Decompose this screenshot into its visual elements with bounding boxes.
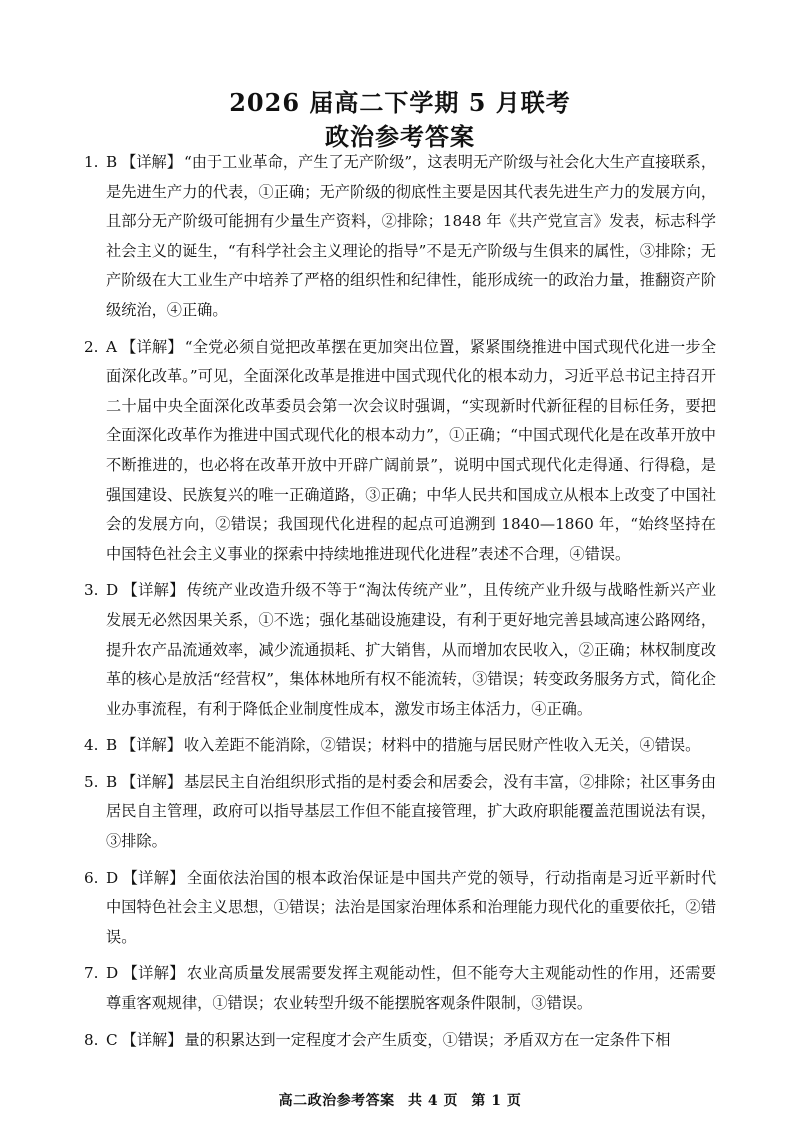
detail-tag: 【详解】: [121, 1030, 183, 1049]
exam-title: 2026 届高二下学期 5 月联考: [229, 88, 571, 117]
question-number: 8.: [84, 1030, 99, 1049]
detail-tag: 【详解】: [121, 153, 182, 171]
question-number: 2.: [84, 337, 99, 356]
answer-explanation: 传统产业改造升级不等于“淘汰传统产业”，且传统产业升级与战略性新兴产业发展无必然因果关系，①不选；强化基础设施建设，有利于更好地完善县域高速公路网络，提升农产品流通效率，减少流通损耗、扩大销售，从而增加农民收入，②正确；林权制度改革的核心是放活“经营权”，集体林地所有权不能流转，③错误；转变政务服务方式，简化企业办事流程，有利于降低企业制度性成本，激发市场主体活力，④正确。: [106, 581, 717, 718]
detail-tag: 【详解】: [121, 772, 182, 791]
question-number: 7.: [84, 964, 99, 983]
detail-tag: 【详解】: [120, 337, 183, 356]
answer-list: [84, 148, 716, 1062]
answer-item: [84, 148, 716, 326]
answer-letter: C: [106, 1030, 118, 1049]
detail-tag: 【详解】: [122, 964, 185, 983]
answer-explanation: 收入差距不能消除，②错误；材料中的措施与居民财产性收入无关，④错误。: [183, 736, 701, 755]
answer-letter: D: [106, 868, 119, 887]
answer-letter: B: [106, 736, 118, 755]
answer-letter: D: [106, 581, 119, 600]
answer-explanation: 农业高质量发展需要发挥主观能动性，但不能夸大主观能动性的作用，还需要尊重客观规律，①错误；农业转型升级不能摆脱客观条件限制，③错误。: [106, 964, 717, 1013]
answer-item: [84, 959, 716, 1018]
answer-item: [84, 864, 716, 953]
answer-item: [84, 576, 716, 724]
question-number: 4.: [84, 736, 99, 755]
title-block: [0, 86, 800, 154]
detail-tag: 【详解】: [121, 736, 182, 755]
detail-tag: 【详解】: [122, 581, 185, 600]
page-footer: [0, 1090, 800, 1110]
answer-letter: B: [106, 153, 118, 171]
answer-item: [84, 731, 716, 761]
answer-explanation: “由于工业革命，产生了无产阶级”，这表明无产阶级与社会化大生产直接联系，是先进生产力的代表，①正确；无产阶级的彻底性主要是因其代表先进生产力的发展方向，且部分无产阶级可能拥有少量生产资料，②排除；1848 年《共产党宣言》发表，标志科学社会主义的诞生，“有科学社会主义理论的指导”不是无产阶级与生俱来的属性，③排除；无产阶级在大工业生产中培养了严格的组织性和纪律性，能形成统一的政治力量，推翻资产阶级统治，④正确。: [106, 153, 717, 319]
answer-letter: B: [106, 772, 118, 791]
answer-item: [84, 768, 716, 857]
answer-explanation: 基层民主自治组织形式指的是村委会和居委会，没有丰富，②排除；社区事务由居民自主管理，政府可以指导基层工作但不能直接管理，扩大政府职能覆盖范围说法有误，③排除。: [106, 772, 717, 851]
footer-current-page: 第 1 页: [471, 1093, 522, 1109]
answer-item: [84, 333, 716, 570]
answer-letter: D: [106, 964, 119, 983]
question-number: 5.: [84, 772, 99, 791]
answer-explanation: 全面依法治国的根本政治保证是中国共产党的领导，行动指南是习近平新时代中国特色社会主义思想，①错误；法治是国家治理体系和治理能力现代化的重要依托，②错误。: [106, 868, 717, 946]
answer-explanation: “全党必须自觉把改革摆在更加突出位置，紧紧围绕推进中国式现代化进一步全面深化改革。”可见，全面深化改革是推进中国式现代化的根本动力，习近平总书记主持召开二十届中央全面深化改革委员会第一次会议时强调，“实现新时代新征程的目标任务，要把全面深化改革作为推进中国式现代化的根本动力”，①正确；“中国式现代化是在改革开放中不断推进的，也必将在改革开放中开辟广阔前景”，说明中国式现代化走得通、行得稳，是强国建设、民族复兴的唯一正确道路，③正确；中华人民共和国成立从根本上改变了中国社会的发展方向，②错误；我国现代化进程的起点可追溯到 1840—1860 年，“始终坚持在中国特色社会主义事业的探索中持续地推进现代化进程”表述不合理，④错误。: [106, 337, 717, 563]
answer-letter: A: [106, 337, 117, 356]
question-number: 1.: [84, 153, 99, 171]
subject-title: 政治参考答案: [325, 122, 475, 151]
question-number: 3.: [84, 581, 99, 600]
detail-tag: 【详解】: [122, 868, 185, 887]
footer-total-pages: 共 4 页: [408, 1093, 458, 1109]
answer-explanation: 量的积累达到一定程度才会产生质变，①错误；矛盾双方在一定条件下相: [184, 1030, 671, 1049]
answer-item: [84, 1026, 716, 1056]
question-number: 6.: [84, 868, 99, 887]
footer-doc-name: 高二政治参考答案: [278, 1093, 395, 1109]
